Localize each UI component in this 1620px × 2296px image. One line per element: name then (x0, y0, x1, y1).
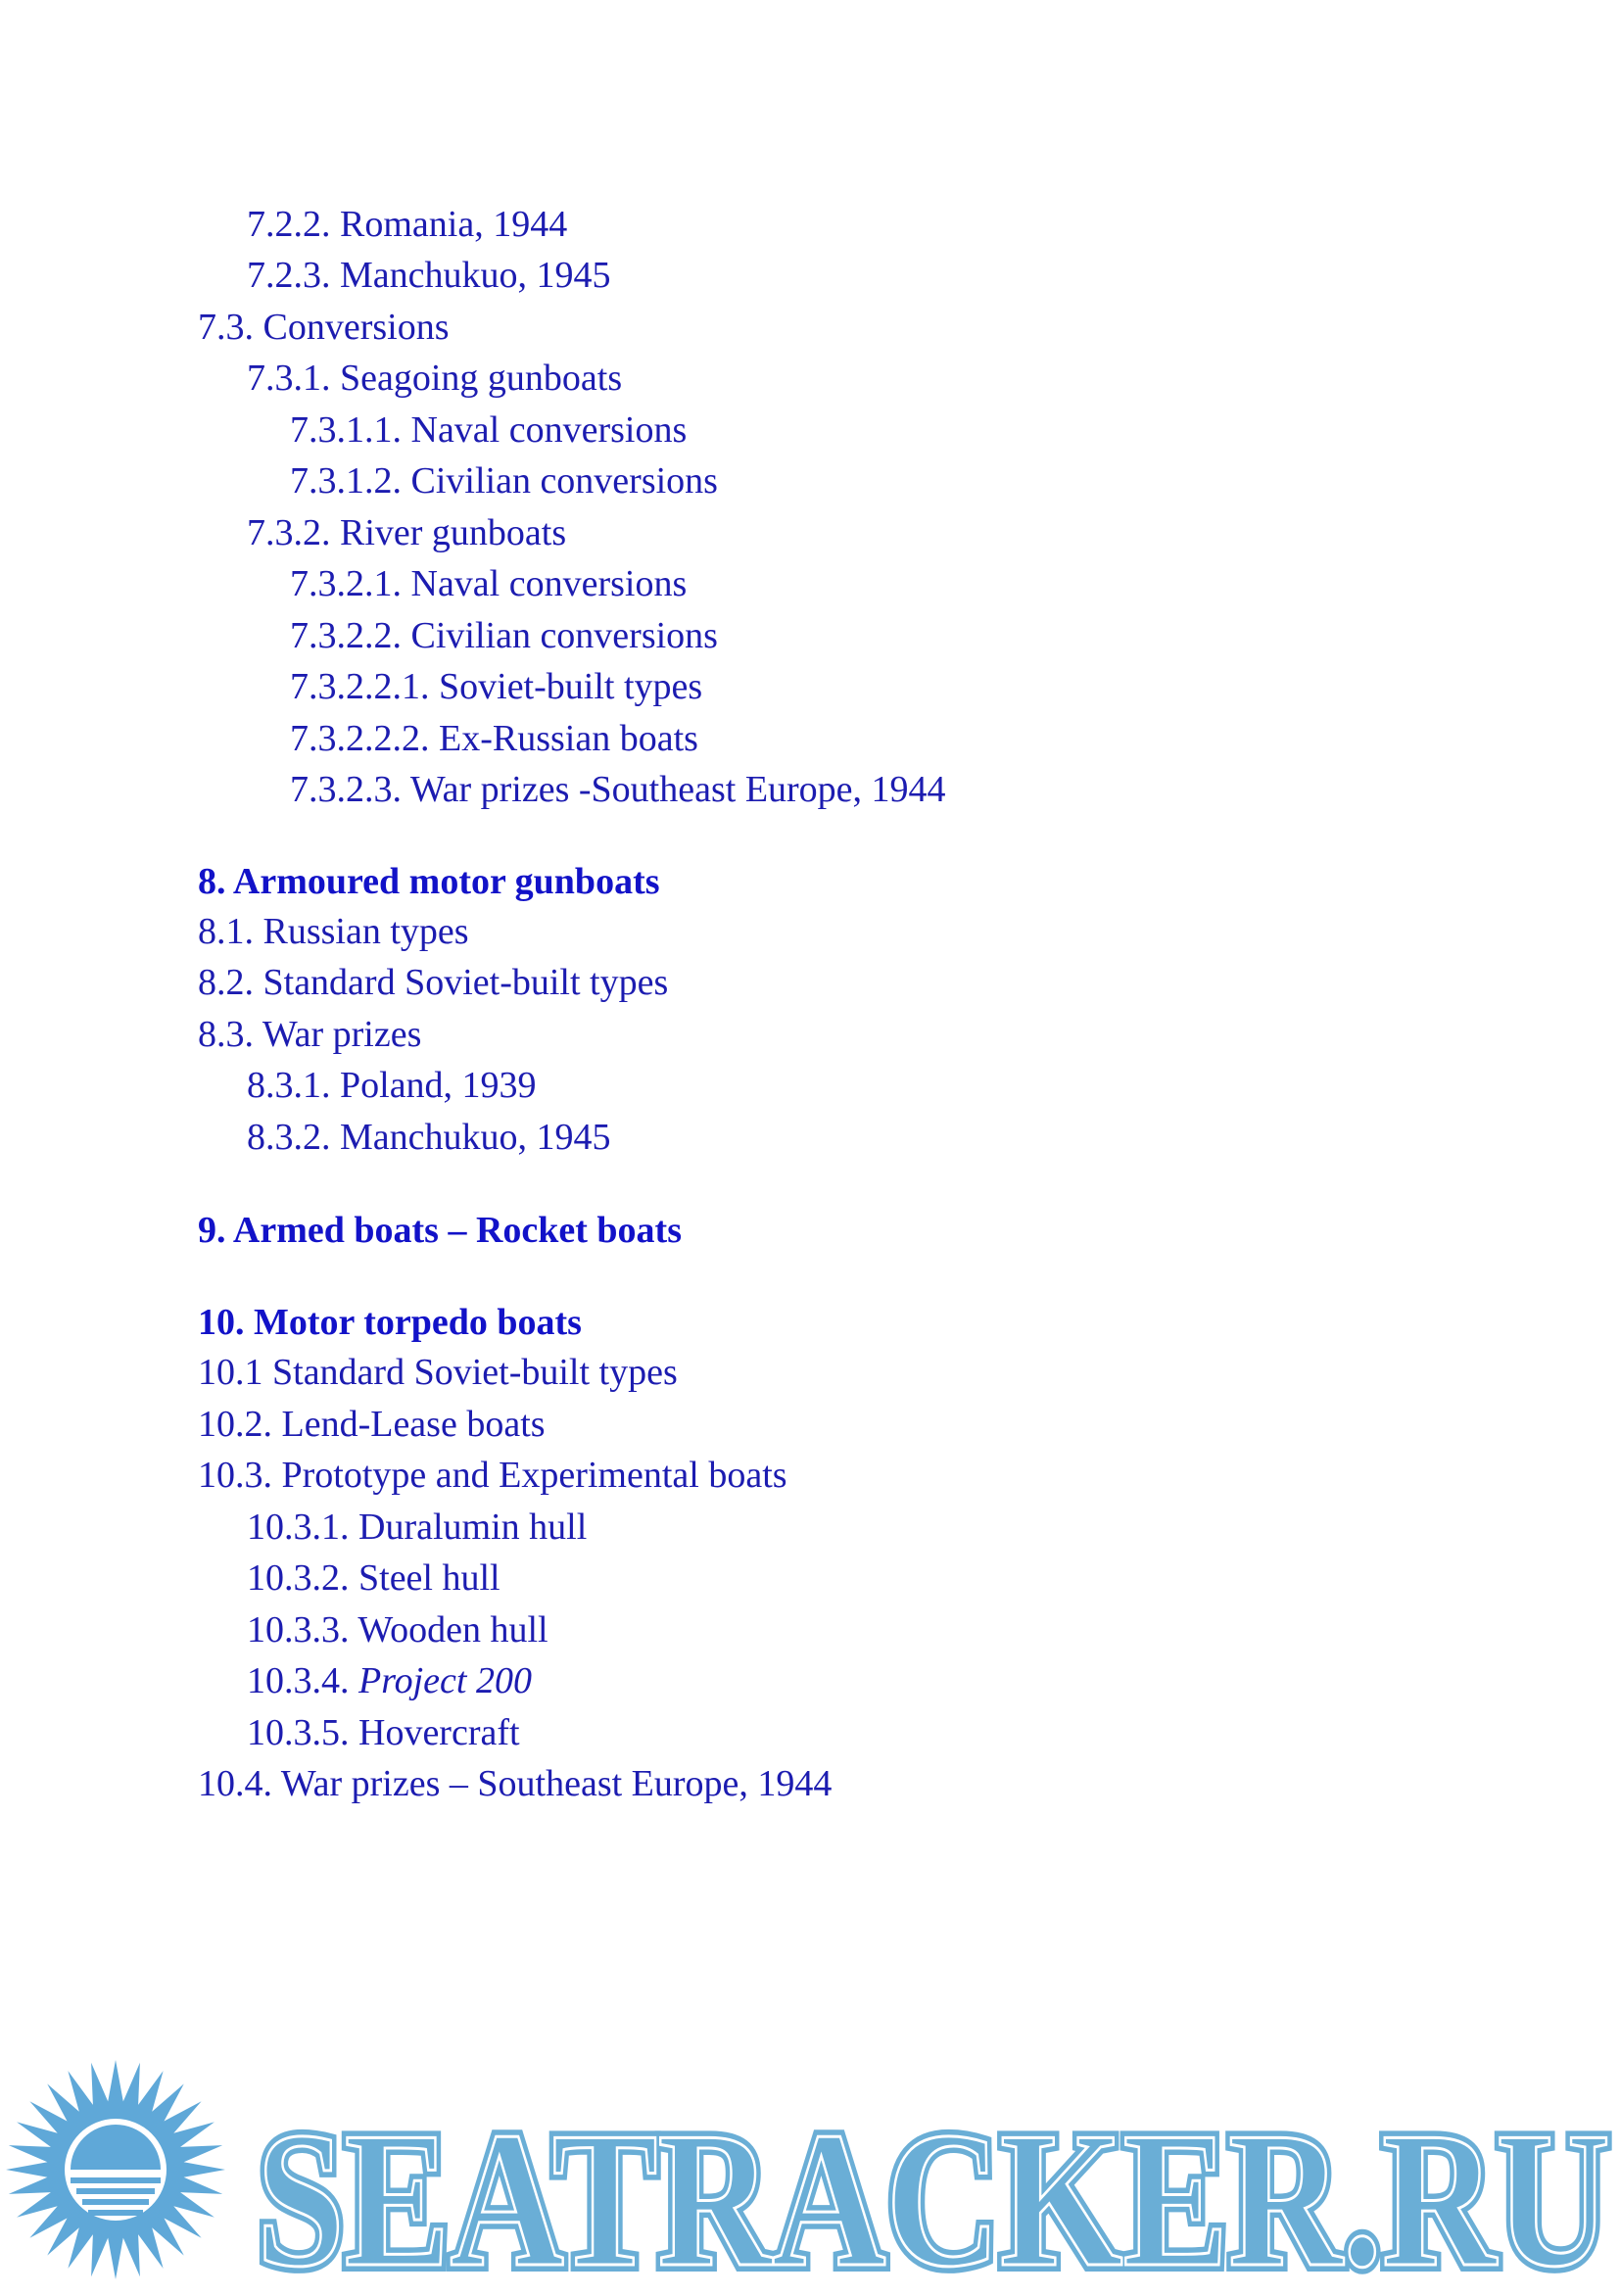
toc-entry: 10.3.5. Hovercraft (247, 1712, 520, 1753)
toc-entry-number: 10.3.4. (247, 1660, 358, 1701)
toc-entry: 8.2. Standard Soviet-built types (198, 962, 669, 1003)
toc-entry: 10.2. Lend-Lease boats (198, 1404, 546, 1445)
toc-entry: 7.2.3. Manchukuo, 1945 (247, 255, 611, 296)
toc-entry: 10.1 Standard Soviet-built types (198, 1352, 678, 1393)
toc-entry: 7.3.2.3. War prizes -Southeast Europe, 1944 (290, 769, 946, 810)
toc-entry: 10.3. Prototype and Experimental boats (198, 1455, 787, 1496)
toc-entry: 10.3.3. Wooden hull (247, 1609, 548, 1650)
toc-entry: 7.3.2.2.2. Ex-Russian boats (290, 718, 698, 759)
toc-section-heading: 9. Armed boats – Rocket boats (198, 1210, 682, 1251)
seatracker-logo (0, 2057, 1620, 2291)
sun-icon (6, 2060, 225, 2279)
site-logo (0, 2057, 1620, 2291)
toc-entry: 10.3.1. Duralumin hull (247, 1507, 588, 1548)
brand-wordmark-fill: SEATRACKER.RU (257, 2092, 1610, 2291)
toc-entry: 10.4. War prizes – Southeast Europe, 1944 (198, 1763, 833, 1804)
toc-section-heading: 8. Armoured motor gunboats (198, 861, 660, 902)
toc-entry: 8.3. War prizes (198, 1014, 422, 1055)
toc-entry-title: Project 200 (358, 1660, 532, 1701)
toc-entry: 7.3.2.2.1. Soviet-built types (290, 666, 703, 707)
toc-entry (247, 1659, 532, 1702)
horizon-line (76, 2188, 155, 2194)
horizon-line (71, 2177, 161, 2183)
toc-entry: 8.3.1. Poland, 1939 (247, 1065, 537, 1106)
toc-entry: 7.3.1.2. Civilian conversions (290, 460, 718, 502)
toc-entry: 8.1. Russian types (198, 911, 469, 952)
toc-entry: 7.3.1. Seagoing gunboats (247, 358, 623, 399)
brand-wordmark: SEATRACKER.RU (257, 2092, 1610, 2291)
toc-entry: 7.3.2.1. Naval conversions (290, 563, 688, 604)
toc-section-heading: 10. Motor torpedo boats (198, 1302, 582, 1343)
toc-entry: 8.3.2. Manchukuo, 1945 (247, 1117, 611, 1158)
toc-entry: 7.3.2. River gunboats (247, 512, 567, 553)
toc-entry: 7.3. Conversions (198, 307, 450, 348)
toc-entry: 7.3.2.2. Civilian conversions (290, 615, 718, 656)
toc-entry: 7.3.1.1. Naval conversions (290, 409, 688, 451)
toc-entry: 10.3.2. Steel hull (247, 1557, 500, 1599)
horizon-line (82, 2199, 149, 2205)
horizon-line (88, 2210, 143, 2216)
toc-entry: 7.2.2. Romania, 1944 (247, 204, 568, 245)
